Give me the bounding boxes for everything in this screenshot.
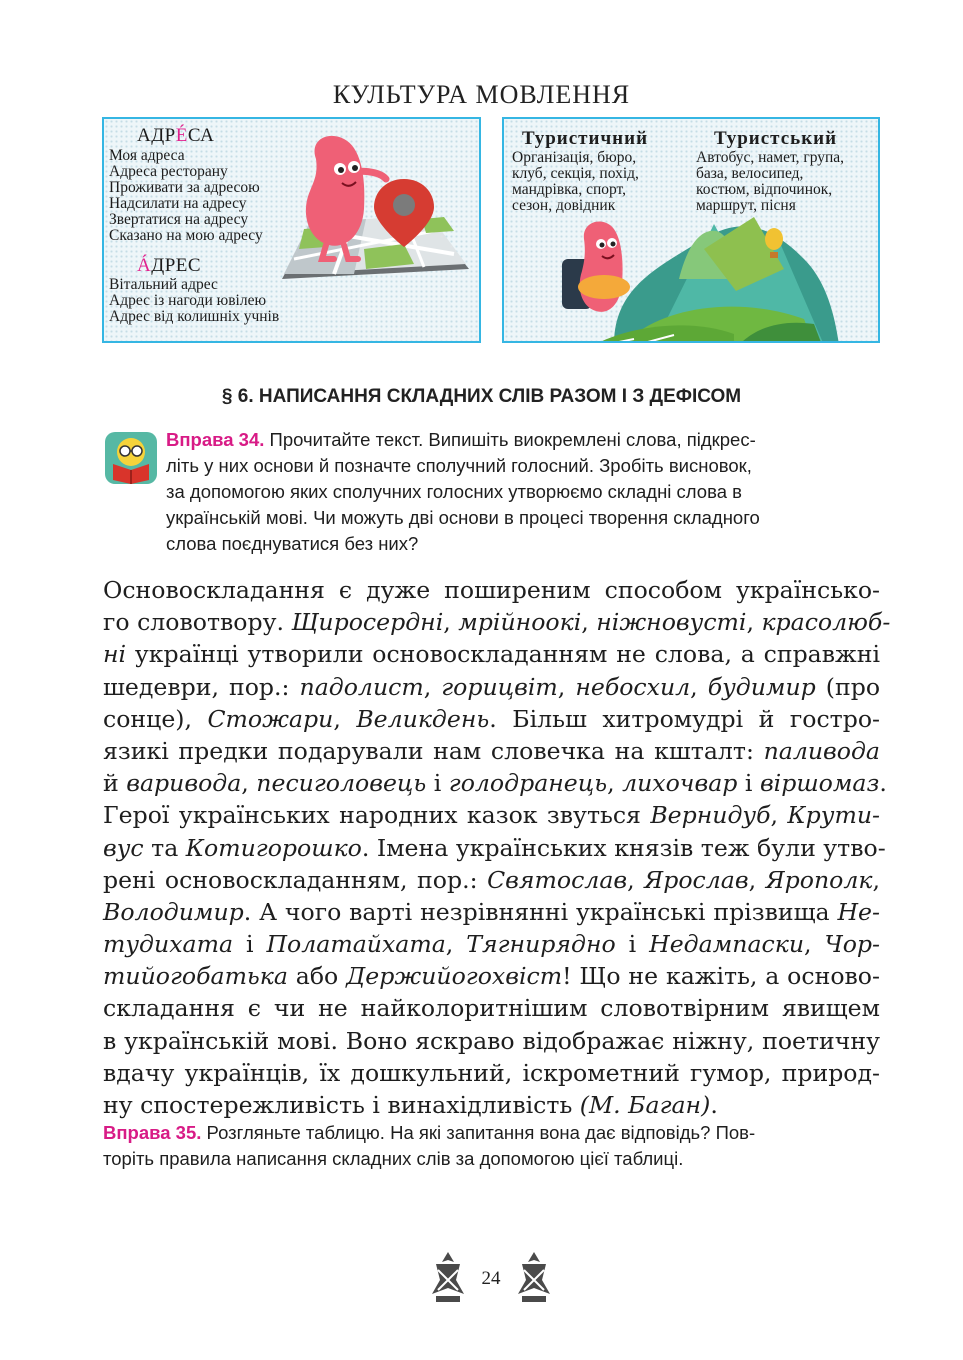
text-segment: , bbox=[581, 608, 597, 637]
highlighted-word: тийогобатька bbox=[103, 962, 288, 991]
text-line bbox=[103, 1089, 880, 1121]
highlighted-word: Щиросердні bbox=[291, 608, 444, 637]
main-text bbox=[103, 574, 891, 1121]
text-segment: вдачу українців, їх дошкульний, іскрометний гумор, природ- bbox=[103, 1058, 880, 1087]
text-segment: й bbox=[103, 769, 127, 798]
highlighted-word: мрійноокі bbox=[458, 608, 582, 637]
text-segment: , bbox=[872, 865, 880, 894]
text-segment: . Імена українських князів теж були утво- bbox=[361, 833, 886, 862]
highlighted-word: будимир bbox=[707, 672, 816, 701]
text-line bbox=[103, 896, 880, 928]
text-line bbox=[103, 928, 880, 960]
exercise-34-line: за допомогою яких сполучних голосних утворюємо складні слова в bbox=[166, 481, 742, 502]
highlighted-word: Володимир bbox=[103, 897, 244, 926]
text-segment: , bbox=[443, 608, 459, 637]
text-segment: , bbox=[746, 608, 762, 637]
highlighted-word: тудихата bbox=[103, 930, 234, 959]
text-segment: в українській мові. Воно яскраво відображає ніжну, поетичну bbox=[103, 1026, 880, 1055]
example-line: Автобус, намет, група, bbox=[696, 149, 845, 166]
ornament-left-icon bbox=[428, 1250, 468, 1306]
paragraph-title: § 6. НАПИСАННЯ СКЛАДНИХ СЛІВ РАЗОМ І З ДЕФІСОМ bbox=[221, 386, 742, 407]
text-segment: складання є чи не найколоритнішим словотвірним явищем bbox=[103, 994, 880, 1023]
highlighted-word: Великдень bbox=[356, 704, 490, 733]
example-line: Сказано на мою адресу bbox=[109, 227, 263, 244]
text-segment: , bbox=[804, 930, 825, 959]
highlighted-word: лихочвар bbox=[622, 769, 738, 798]
highlighted-word: Тягнирядно bbox=[466, 930, 616, 959]
highlighted-word: песиголовець bbox=[256, 769, 427, 798]
highlighted-word: Ярослав bbox=[644, 865, 749, 894]
highlighted-word: варивода bbox=[126, 769, 242, 798]
highlighted-word: Ярополк bbox=[765, 865, 873, 894]
text-segment: і bbox=[426, 769, 449, 798]
highlighted-word: Держийогохвіст bbox=[346, 962, 563, 991]
example-line: сезон, довідник bbox=[512, 197, 616, 214]
example-line: маршрут, пісня bbox=[696, 197, 796, 214]
highlighted-word: Полатайхата bbox=[266, 930, 446, 959]
text-line bbox=[103, 606, 891, 638]
text-line bbox=[103, 638, 880, 670]
text-segment: (про bbox=[815, 672, 881, 701]
exercise-35-label: Вправа 35. bbox=[103, 1122, 202, 1143]
text-segment: сонце), bbox=[103, 704, 208, 733]
highlighted-word: Недампаски bbox=[649, 930, 805, 959]
column-title-turystskyi: Туристський bbox=[714, 128, 838, 149]
example-line: Звертатися на адресу bbox=[109, 211, 249, 228]
text-line bbox=[103, 1025, 880, 1057]
example-line: Адреса ресторану bbox=[109, 163, 228, 180]
exercise-34-line: літь у них основи й позначте сполучний голосний. Зробіть висновок, bbox=[166, 455, 752, 476]
text-segment: рені основоскладанням, пор.: bbox=[103, 865, 488, 894]
example-line: Надсилати на адресу bbox=[109, 195, 247, 212]
highlighted-word: паливода bbox=[763, 736, 880, 765]
text-segment: і bbox=[615, 930, 650, 959]
example-line: клуб, секція, похід, bbox=[512, 165, 639, 182]
text-segment: ! Що не кажіть, а осново- bbox=[562, 962, 880, 991]
text-segment: го словотвору. bbox=[103, 608, 292, 637]
example-line: Моя адреса bbox=[109, 147, 185, 164]
example-line: Адрес від колишніх учнів bbox=[109, 308, 280, 325]
highlighted-word: Крути- bbox=[787, 801, 880, 830]
example-line: костюм, відпочинок, bbox=[696, 181, 833, 198]
highlighted-word: падолист bbox=[299, 672, 424, 701]
text-line bbox=[103, 832, 886, 864]
text-segment: Основоскладання є дуже поширеним способом українсько- bbox=[103, 576, 880, 604]
text-segment: , bbox=[770, 801, 788, 830]
example-line: база, велосипед, bbox=[696, 165, 804, 182]
text-segment: , bbox=[423, 672, 442, 701]
tourist-words-box bbox=[502, 117, 880, 343]
text-segment: , bbox=[557, 672, 576, 701]
text-segment: . Більш хитромудрі й гостро- bbox=[489, 704, 881, 733]
text-line bbox=[103, 799, 880, 831]
text-segment: і bbox=[737, 769, 760, 798]
highlighted-word: Чор- bbox=[824, 930, 881, 959]
text-segment: , bbox=[241, 769, 257, 798]
word-adres: ÁДРЕС bbox=[137, 255, 202, 276]
text-segment: українці утворили основоскладанням не слова, а справжні bbox=[126, 640, 880, 669]
stress-info-box bbox=[102, 117, 481, 343]
exercise-35-line: торіть правила написання складних слів за допомогою цієї таблиці. bbox=[103, 1148, 684, 1169]
highlighted-word: небосхил bbox=[575, 672, 691, 701]
highlighted-word: Святослав bbox=[487, 865, 628, 894]
example-line: Вітальний адрес bbox=[109, 276, 218, 293]
example-line: Адрес із нагоди ювілею bbox=[109, 292, 267, 309]
highlighted-word: Вернидуб bbox=[650, 801, 771, 830]
text-segment: , bbox=[607, 769, 623, 798]
exercise-35-line: Вправа 35. Розгляньте таблицю. На які запитання вона дає відповідь? Пов- bbox=[103, 1122, 756, 1143]
text-segment: , bbox=[690, 672, 708, 701]
highlighted-word: ні bbox=[103, 640, 127, 669]
ornament-right-icon bbox=[514, 1250, 554, 1306]
example-line: Організація, бюро, bbox=[512, 149, 637, 166]
highlighted-word: красолюб- bbox=[761, 608, 891, 637]
word-adresa: АДРÉСА bbox=[137, 125, 215, 146]
highlighted-word: горицвіт bbox=[441, 672, 558, 701]
text-line bbox=[103, 703, 880, 735]
reading-student-icon bbox=[103, 430, 159, 486]
text-line bbox=[103, 767, 887, 799]
exercise-34-line: слова поєднуватися без них? bbox=[166, 533, 419, 554]
example-line: Проживати за адресою bbox=[109, 179, 260, 196]
text-segment: . А чого варті незрівнянні українські прізвища bbox=[243, 897, 838, 926]
text-line bbox=[103, 864, 880, 896]
highlighted-word: ніжновусті bbox=[596, 608, 747, 637]
text-segment: , bbox=[627, 865, 645, 894]
text-segment: шедеври, пор.: bbox=[103, 672, 300, 701]
exercise-34-line: українській мові. Чи можуть дві основи в процесі творення складного bbox=[166, 507, 760, 528]
highlighted-word: голодранець bbox=[448, 769, 608, 798]
page-number: 24 bbox=[481, 1268, 501, 1289]
text-line bbox=[103, 960, 880, 992]
text-segment: . bbox=[710, 1091, 718, 1119]
text-segment: . bbox=[879, 769, 887, 798]
highlighted-word: (М. Баган) bbox=[579, 1091, 711, 1119]
column-title-turystychnyi: Туристичний bbox=[522, 128, 649, 149]
text-line bbox=[103, 1057, 880, 1089]
text-line bbox=[103, 574, 880, 606]
text-segment: ну спостережливість і винахідливість bbox=[103, 1091, 580, 1119]
text-segment: або bbox=[287, 962, 347, 991]
highlighted-word: Не- bbox=[837, 897, 880, 926]
text-line bbox=[103, 671, 880, 703]
text-segment: язикі предки подарували нам словечка на кшталт: bbox=[103, 736, 764, 765]
text-segment: , bbox=[748, 865, 766, 894]
text-segment: , bbox=[333, 704, 357, 733]
text-line bbox=[103, 735, 880, 767]
highlighted-word: Стожари bbox=[207, 704, 334, 733]
highlighted-word: Котигорошко bbox=[185, 833, 362, 862]
text-segment: Герої українських народних казок звуться bbox=[103, 801, 651, 830]
text-segment: та bbox=[143, 833, 186, 862]
exercise-34-label: Вправа 34. bbox=[166, 429, 265, 450]
section-header: КУЛЬТУРА МОВЛЕННЯ bbox=[332, 80, 631, 109]
highlighted-word: вус bbox=[103, 833, 144, 862]
text-segment: , bbox=[445, 930, 467, 959]
exercise-34-line: Вправа 34. Прочитайте текст. Випишіть виокремлені слова, підкрес- bbox=[166, 429, 756, 450]
example-line: мандрівка, спорт, bbox=[512, 181, 627, 198]
highlighted-word: віршомаз bbox=[759, 769, 880, 798]
text-segment: і bbox=[233, 930, 267, 959]
text-line bbox=[103, 992, 880, 1024]
